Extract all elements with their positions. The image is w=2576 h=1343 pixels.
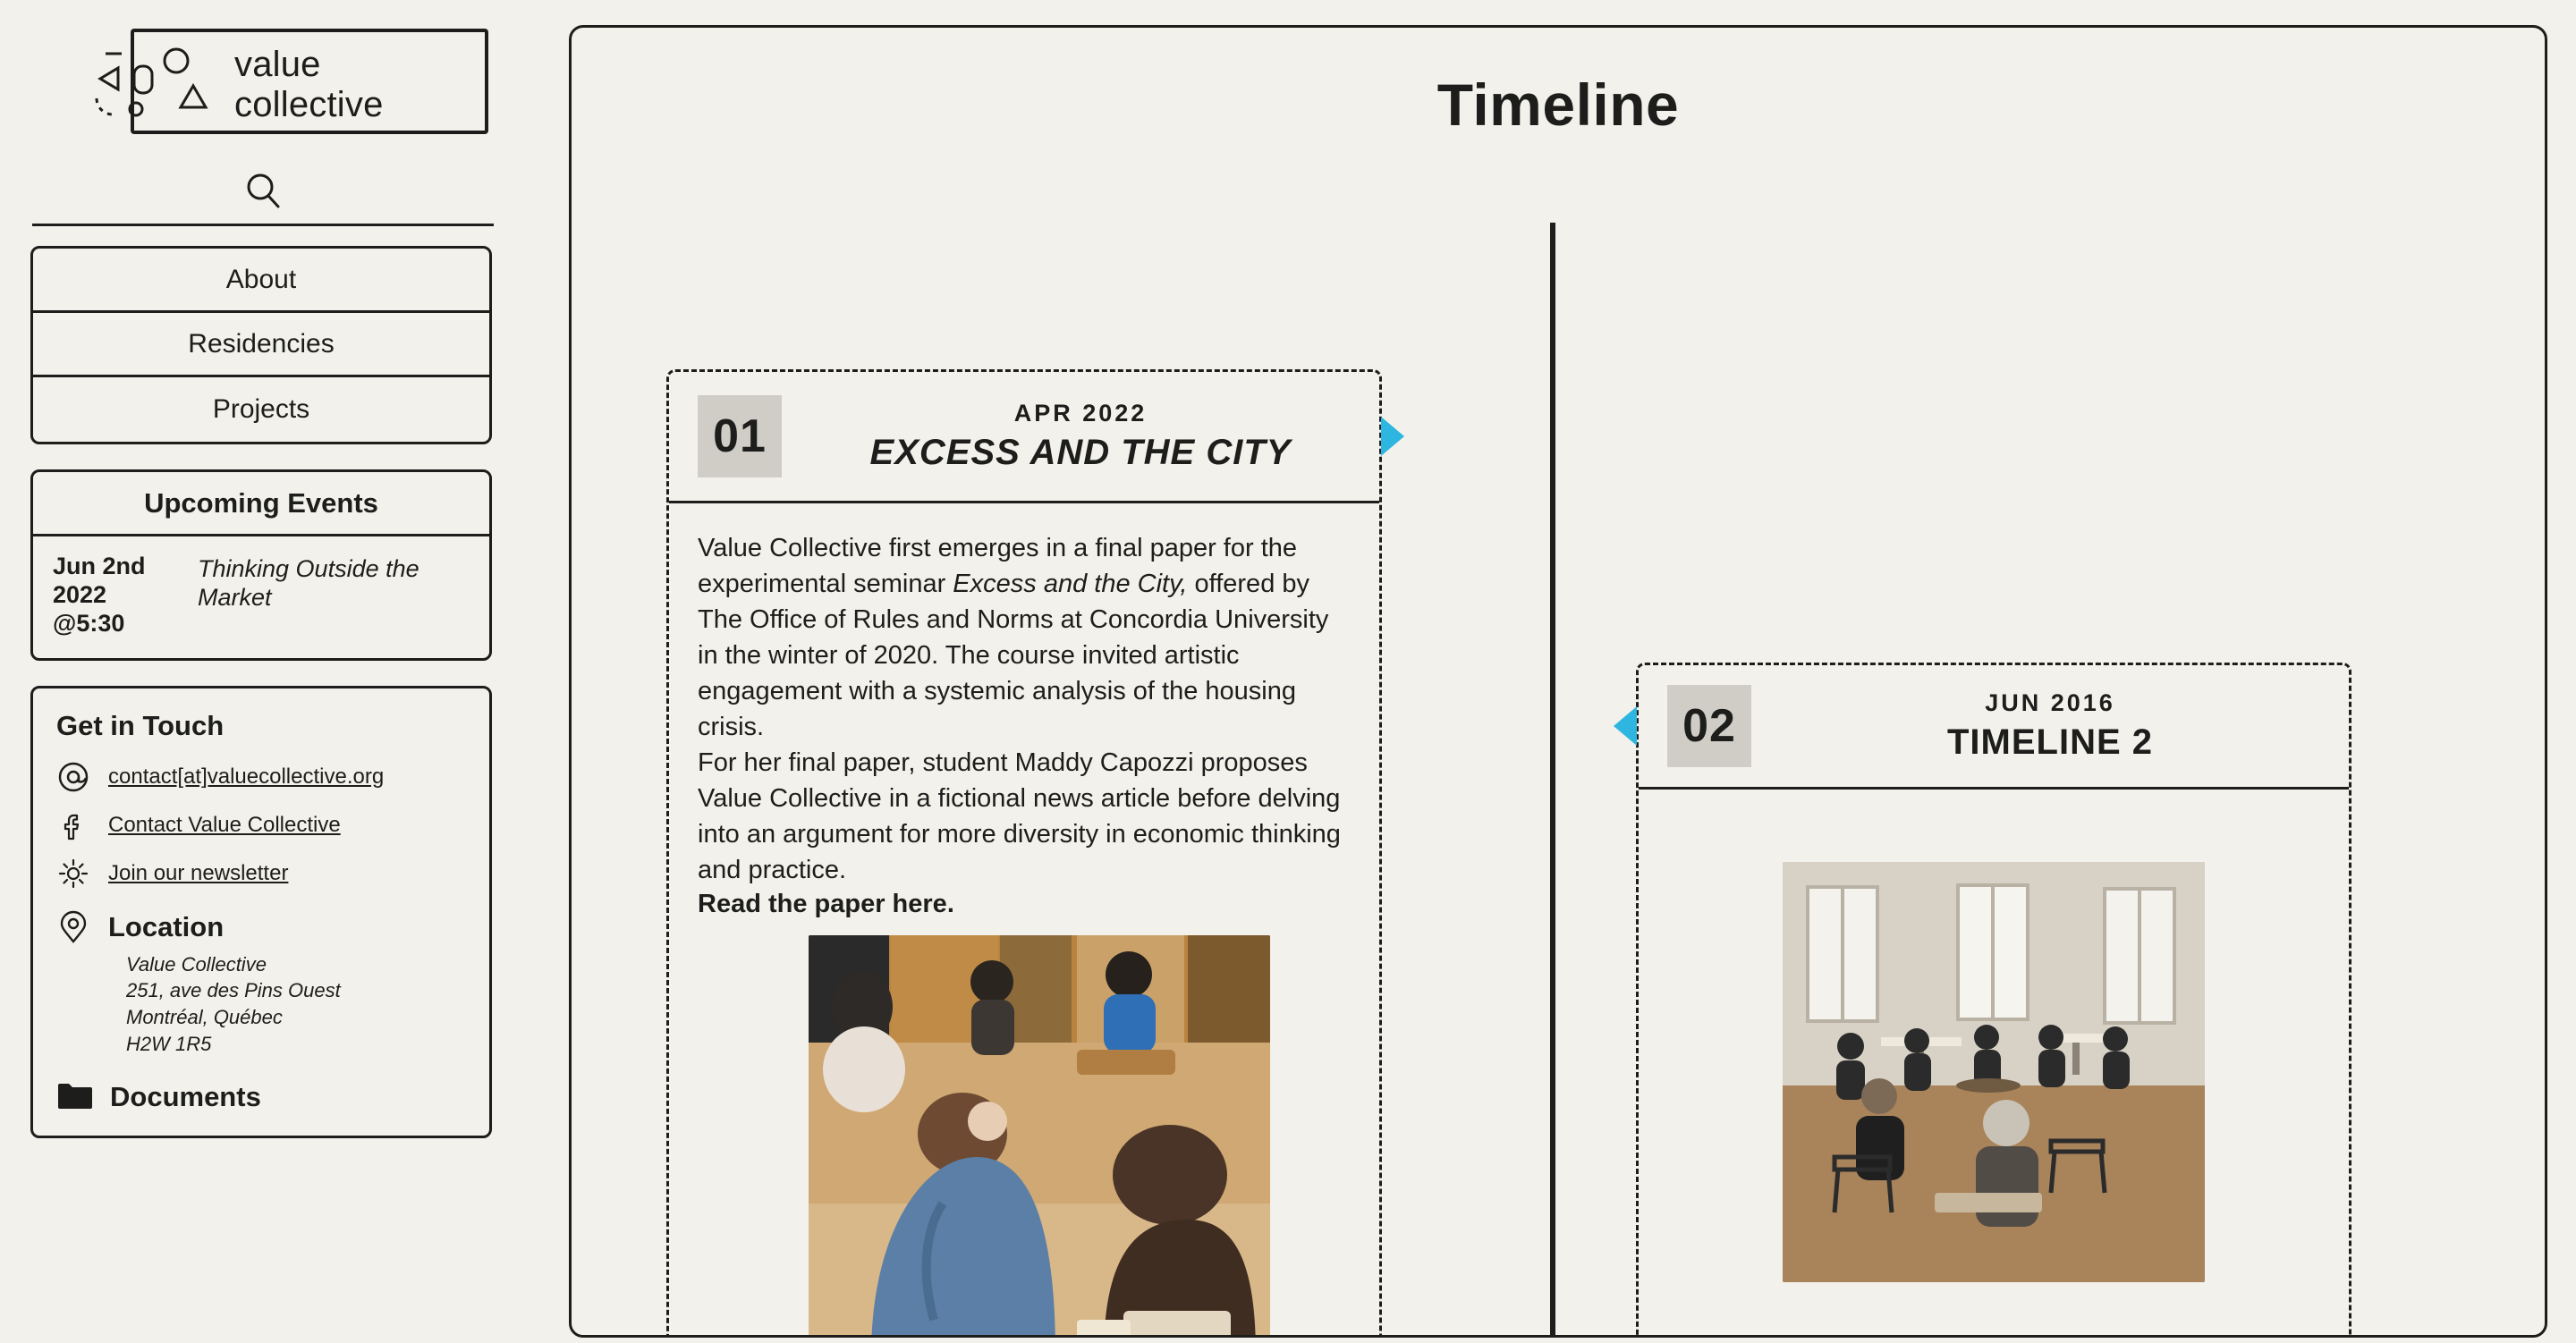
contact-email-row[interactable] <box>56 760 466 794</box>
documents-row[interactable] <box>56 1080 466 1114</box>
address-line-1: Value Collective <box>126 952 267 976</box>
entry-photo-01 <box>809 935 1270 1338</box>
site-logo[interactable] <box>55 20 458 154</box>
entry-date: APR 2022 <box>1013 400 1148 427</box>
contact-facebook-row[interactable] <box>56 808 466 842</box>
address-line-3: Montréal, Québec <box>126 1005 283 1028</box>
main-content <box>569 0 2576 1343</box>
facebook-icon <box>56 808 90 842</box>
contact-facebook-link[interactable]: Contact Value Collective <box>108 812 341 837</box>
event-list-item[interactable] <box>33 536 489 658</box>
main-navigation <box>30 246 492 444</box>
logo-text-line2: collective <box>234 84 384 124</box>
entry-date: JUN 2016 <box>1985 689 2115 716</box>
read-paper-link[interactable]: Read the paper here. <box>698 890 954 919</box>
address-line-4: H2W 1R5 <box>126 1032 212 1055</box>
entry-paragraph-2: For her final paper, student Maddy Capozzi proposes Value Collective in a fictional news article before delving into an argument for more diversity in economic thinking and practice. <box>698 748 1341 885</box>
entry-header <box>1639 665 2349 790</box>
entry-photo-02 <box>1783 862 2205 1282</box>
timeline-entries <box>572 139 2545 1212</box>
entry-paragraph-1 <box>698 530 1351 745</box>
event-date: Jun 2nd 2022 @5:30 <box>53 553 146 637</box>
at-sign-icon <box>56 760 90 794</box>
newsletter-sun-icon <box>56 857 90 891</box>
entry-number-badge: 01 <box>698 395 782 477</box>
folder-icon <box>56 1080 90 1114</box>
logo-text <box>234 45 384 125</box>
entry-body <box>1639 790 2349 1338</box>
search-bar[interactable] <box>32 170 494 226</box>
entry-heading <box>805 400 1356 473</box>
contact-email-link[interactable]: contact[at]valuecollective.org <box>108 764 385 789</box>
entry-header <box>669 372 1379 503</box>
location-address <box>126 951 466 1058</box>
map-pin-icon <box>56 910 90 944</box>
timeline-panel <box>569 25 2547 1338</box>
entry-paragraph-1-a: Value Collective first emerges in a final paper for the experimental seminar <box>698 534 1298 599</box>
entry-body <box>669 503 1379 1338</box>
entry-paragraph-1-b: offered by The Office of Rules and Norms at Concordia University in the winter of 2020. The course invited artistic engagement with a systemic analysis of the housing crisis. <box>698 570 1329 742</box>
contact-newsletter-link[interactable]: Join our newsletter <box>108 860 289 885</box>
sidebar-item-projects[interactable]: Projects <box>212 394 310 424</box>
get-in-touch-title: Get in Touch <box>56 709 225 741</box>
address-line-2: 251, ave des Pins Ouest <box>126 979 341 1002</box>
location-title: Location <box>108 910 225 942</box>
location-row <box>56 910 466 944</box>
sidebar-item-about[interactable]: About <box>33 249 489 313</box>
logo-shapes-icon <box>91 43 216 125</box>
search-icon[interactable] <box>242 170 284 211</box>
timeline-pointer-right-icon <box>1381 417 1404 456</box>
page-title: Timeline <box>1436 72 1680 138</box>
event-name: Thinking Outside the Market <box>198 555 419 612</box>
entry-title: EXCESS AND THE CITY <box>869 433 1292 472</box>
entry-title: TIMELINE 2 <box>1946 722 2154 762</box>
upcoming-events-panel <box>30 469 492 661</box>
contact-newsletter-row[interactable] <box>56 857 466 891</box>
documents-label: Documents <box>110 1081 261 1113</box>
entry-heading <box>1775 689 2326 763</box>
timeline-entry-02[interactable] <box>1636 663 2351 1338</box>
upcoming-events-title: Upcoming Events <box>33 472 489 536</box>
timeline-pointer-left-icon <box>1614 706 1637 746</box>
get-in-touch-panel <box>30 686 492 1139</box>
sidebar-item-residencies[interactable]: Residencies <box>33 313 489 377</box>
entry-number-badge: 02 <box>1667 685 1751 767</box>
entry-paragraph-1-italic: Excess and the City, <box>953 570 1188 599</box>
timeline-entry-01[interactable] <box>666 369 1382 1338</box>
sidebar <box>0 0 569 1343</box>
logo-text-line1: value <box>234 45 321 84</box>
